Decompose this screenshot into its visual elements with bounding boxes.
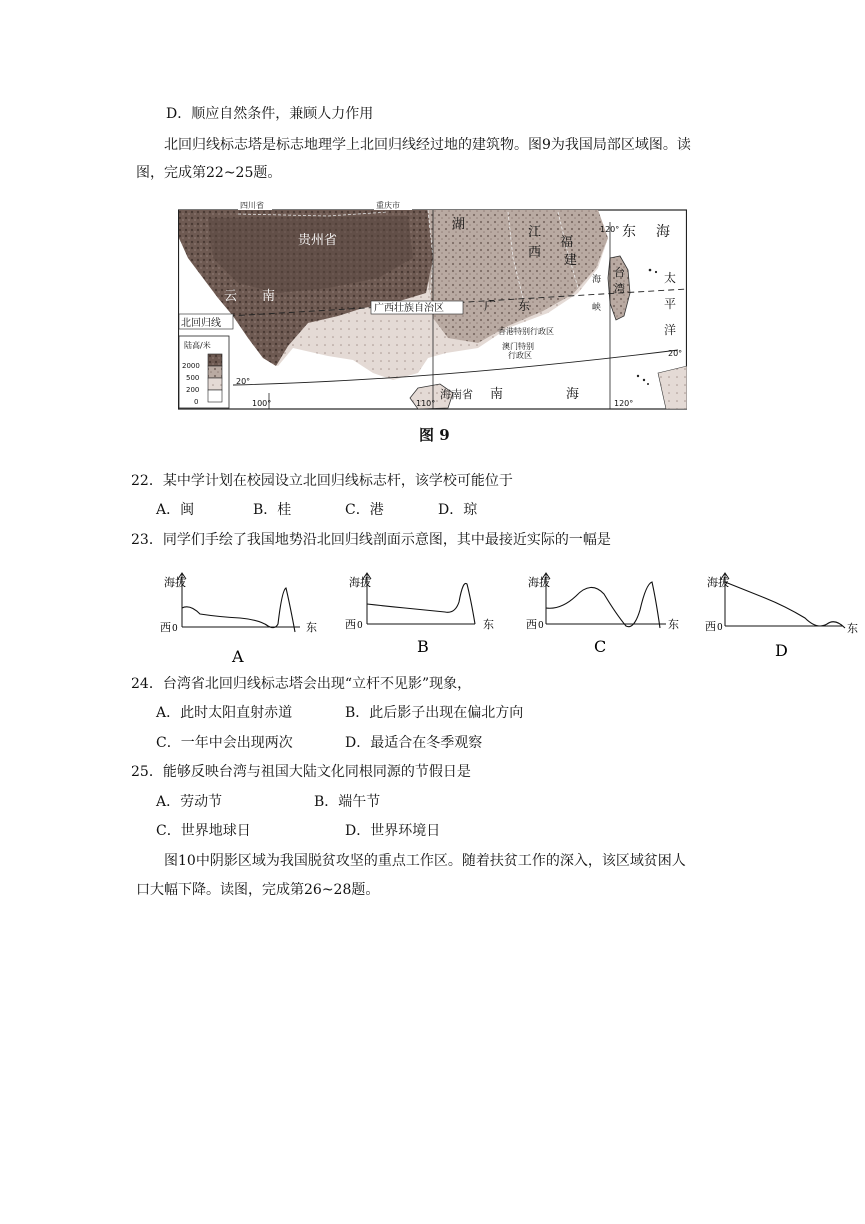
label-lon120-bottom: 120° [614, 399, 634, 408]
q22-option-d: D．琼 [438, 502, 478, 518]
q22-option-c: C．港 [345, 502, 384, 518]
label-yunnan-1: 云 [224, 289, 238, 304]
profile-b-zero: 0 [357, 621, 363, 631]
profile-b [345, 570, 515, 664]
label-hongkong: 香港特别行政区 [498, 327, 554, 336]
profile-b-east: 东 [483, 618, 494, 631]
label-lon110: 110° [416, 399, 436, 408]
label-tropic: 北回归线 [181, 318, 221, 329]
label-south-sea-2: 海 [566, 387, 580, 402]
label-strait-1: 海 [592, 275, 602, 285]
label-south-sea-1: 南 [490, 387, 504, 402]
legend-title: 陆高/米 [184, 341, 211, 350]
question-24: 24．台湾省北回归线标志塔会出现“立杆不见影”现象， [131, 676, 472, 692]
label-jiangxi-2: 西 [528, 245, 542, 260]
profile-d-letter: D [775, 641, 788, 660]
passage-fig10-line2: 口大幅下降。读图，完成第26~28题。 [136, 882, 380, 898]
profile-b-ylabel: 海拔 [349, 576, 371, 589]
label-east-sea-2: 海 [656, 224, 670, 240]
q24-option-c: C．一年中会出现两次 [156, 735, 293, 751]
legend-2000: 2000 [182, 362, 200, 370]
profile-c-zero: 0 [538, 621, 544, 631]
label-pacific-3: 洋 [664, 323, 677, 337]
question-23: 23．同学们手绘了我国地势沿北回归线剖面示意图，其中最接近实际的一幅是 [131, 532, 611, 548]
label-hainan: 海南省 [440, 388, 473, 401]
profile-a-letter: A [232, 647, 244, 664]
legend-500: 500 [186, 374, 200, 382]
q24-option-b: B．此后影子出现在偏北方向 [345, 705, 524, 721]
figure9-map [178, 198, 687, 410]
label-jiangxi-1: 江 [528, 225, 542, 240]
legend-200: 200 [186, 386, 200, 394]
passage-intro-line2: 图，完成第22~25题。 [136, 165, 282, 181]
q22-option-a: A．闽 [156, 502, 195, 518]
question-25: 25．能够反映台湾与祖国大陆文化同根同源的节假日是 [131, 764, 471, 780]
label-sichuan: 四川省 [240, 201, 264, 210]
profile-c-ylabel: 海拔 [528, 576, 550, 589]
passage-fig10-line1: 图10中阴影区域为我国脱贫攻坚的重点工作区。随着扶贫工作的深入，该区域贫困人 [164, 853, 686, 869]
q24-option-a: A．此时太阳直射赤道 [156, 705, 293, 721]
label-pacific-2: 平 [664, 297, 677, 311]
profile-a-east: 东 [306, 621, 317, 634]
label-guangdong-2: 东 [518, 299, 531, 313]
figure9-caption: 图 9 [419, 426, 450, 444]
label-taiwan-2: 湾 [614, 282, 625, 295]
label-east-sea-1: 东 [622, 224, 636, 240]
label-pacific-1: 太 [664, 271, 677, 285]
q22-option-b: B．桂 [253, 502, 292, 518]
label-fujian-1: 福 [560, 235, 574, 250]
label-taiwan-1: 台 [614, 266, 625, 279]
option-d-previous: D．顺应自然条件，兼顾人力作用 [166, 106, 374, 122]
label-chongqing: 重庆市 [376, 201, 400, 210]
q25-option-b: B．端午节 [314, 794, 381, 810]
label-lat20-left: 20° [236, 377, 251, 386]
label-guangxi: 广西壮族自治区 [374, 303, 444, 314]
label-lon100: 100° [252, 399, 272, 408]
label-guangdong-1: 广 [484, 299, 497, 313]
label-lon120-top: 120° [600, 225, 620, 234]
q24-option-d: D．最适合在冬季观察 [345, 735, 483, 751]
profile-c-east: 东 [668, 618, 679, 631]
profile-d-west: 西 [705, 620, 716, 633]
label-fujian-2: 建 [564, 253, 578, 268]
profile-d-zero: 0 [717, 623, 723, 633]
label-macau-1: 澳门特别 [502, 342, 534, 351]
passage-intro-line1: 北回归线标志塔是标志地理学上北回归线经过地的建筑物。图9为我国局部区域图。读 [164, 137, 691, 153]
profile-c-letter: C [594, 637, 607, 656]
profile-d-east: 东 [847, 622, 858, 635]
q25-option-a: A．劳动节 [156, 794, 223, 810]
label-lat20-right: 20° [668, 349, 683, 358]
q25-option-d: D．世界环境日 [345, 823, 441, 839]
profile-d [705, 570, 863, 664]
profile-d-ylabel: 海拔 [707, 576, 729, 589]
q25-option-c: C．世界地球日 [156, 823, 251, 839]
profile-b-west: 西 [345, 618, 356, 631]
profile-a-zero: 0 [172, 624, 178, 634]
profile-a-ylabel: 海拔 [164, 576, 186, 589]
profile-b-letter: B [417, 637, 429, 656]
legend-0: 0 [194, 398, 199, 406]
profile-a [160, 570, 330, 664]
label-guizhou: 贵州省 [298, 233, 338, 248]
label-strait-2: 峡 [592, 303, 602, 313]
label-macau-2: 行政区 [508, 351, 532, 360]
profile-c-west: 西 [526, 618, 537, 631]
label-hunan: 湖 [452, 217, 466, 232]
profile-c [526, 570, 696, 664]
question-22: 22．某中学计划在校园设立北回归线标志杆，该学校可能位于 [131, 473, 513, 489]
label-yunnan-2: 南 [262, 289, 276, 304]
profile-a-west: 西 [160, 621, 171, 634]
